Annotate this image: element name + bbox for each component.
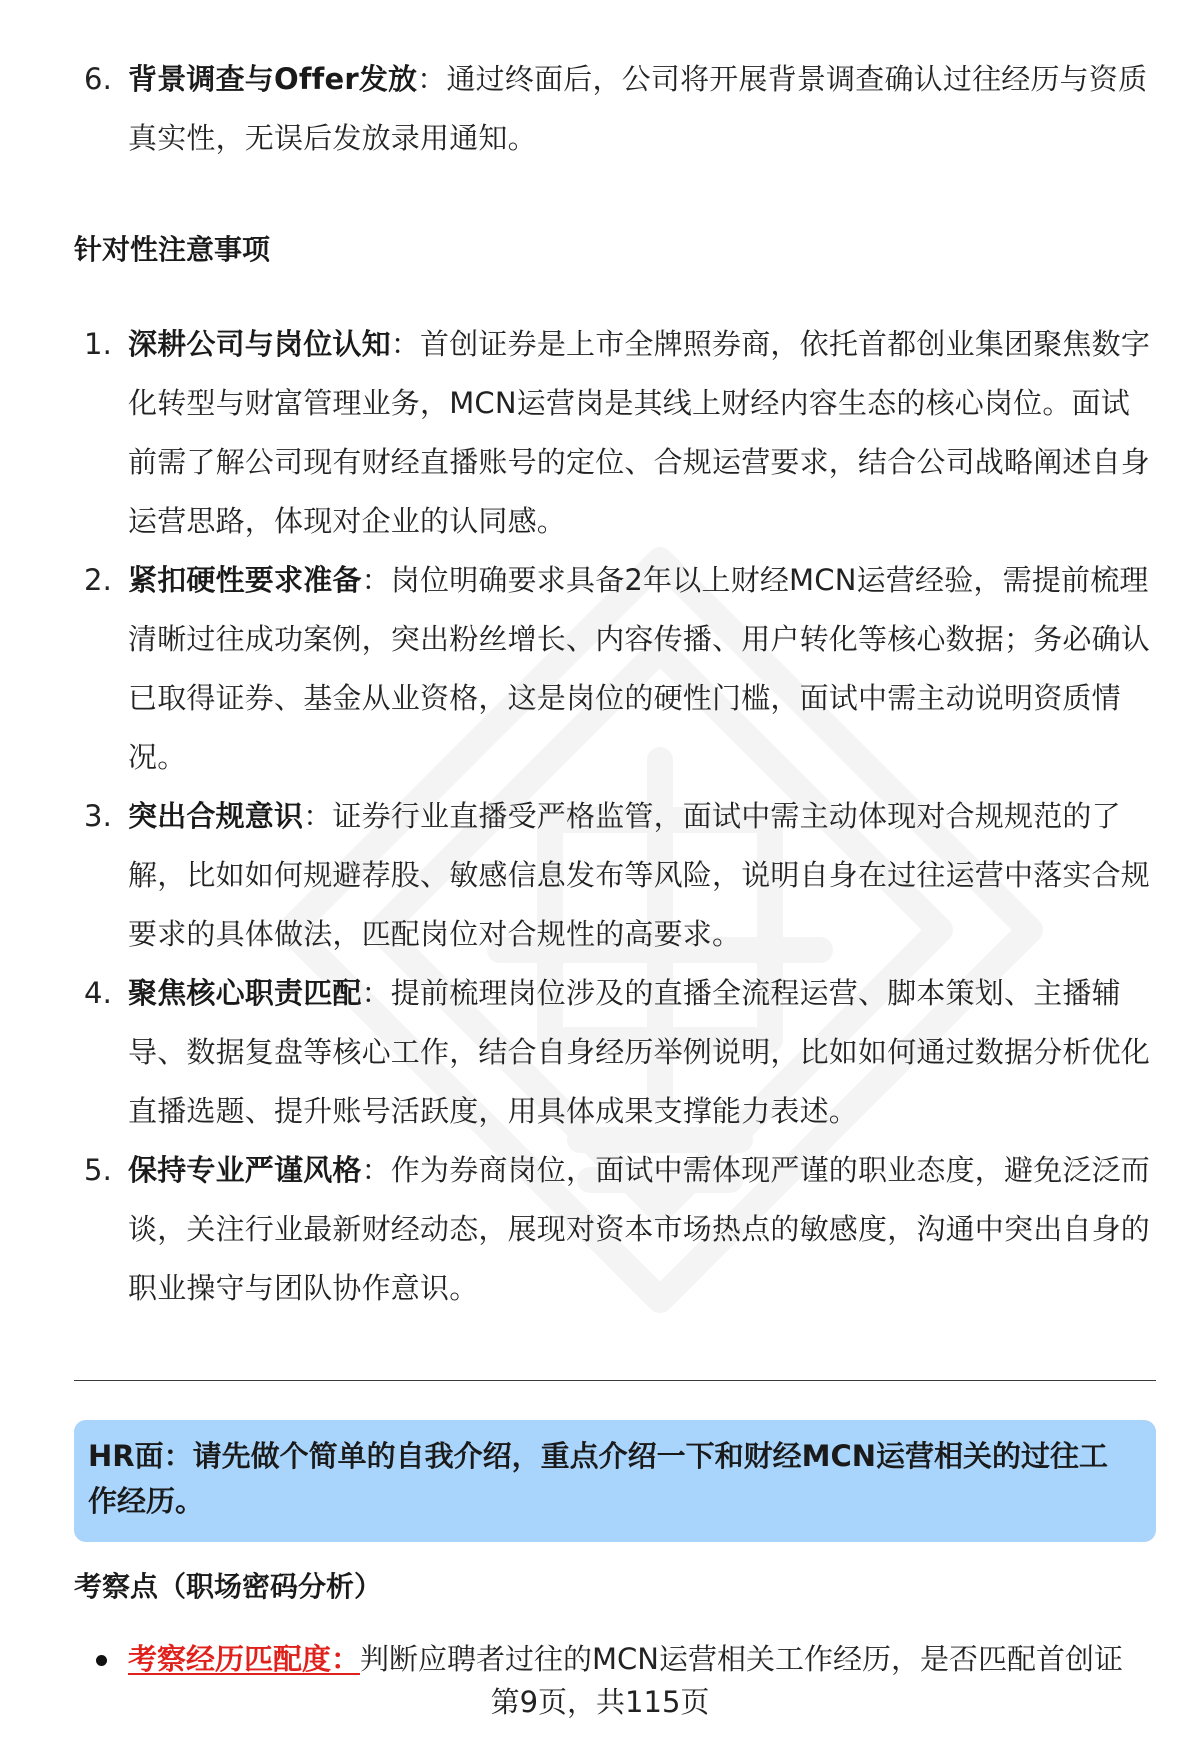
process-step-list xyxy=(0,50,1200,168)
interview-question-box xyxy=(74,1420,1156,1542)
list-text: ：证券行业直播受严格监管，面试中需主动体现对合规规范的了解，比如如何规避荐股、敏感信息发布等风险，说明自身在过往运营中落实合规要求的具体做法，匹配岗位对合规性的高要求。 xyxy=(128,799,1151,951)
list-item xyxy=(0,315,1200,551)
list-item xyxy=(0,787,1200,964)
notes-list xyxy=(0,315,1200,1318)
list-term: 聚焦核心职责匹配 xyxy=(128,976,362,1010)
list-item xyxy=(0,964,1200,1141)
list-number: 2. xyxy=(84,563,113,597)
list-item xyxy=(0,1141,1200,1318)
list-item xyxy=(0,551,1200,787)
list-text: 判断应聘者过往的MCN运营相关工作经历，是否匹配首创证 xyxy=(360,1642,1123,1676)
list-term: 深耕公司与岗位认知 xyxy=(128,327,391,361)
highlight-term: 考察经历匹配度： xyxy=(128,1642,361,1676)
list-number: 3. xyxy=(84,799,113,833)
list-item xyxy=(0,50,1200,168)
list-text: ：岗位明确要求具备2年以上财经MCN运营经验，需提前梳理清晰过往成功案例，突出粉丝增长、内容传播、用户转化等核心数据；务必确认已取得证券、基金从业资格，这是岗位的硬性门槛，面试中需主动说明资质情况。 xyxy=(128,563,1151,774)
list-number: 1. xyxy=(84,327,113,361)
section-divider xyxy=(74,1380,1156,1381)
list-term: 突出合规意识 xyxy=(128,799,304,833)
section-heading: 针对性注意事项 xyxy=(74,233,271,266)
list-text: ：通过终面后，公司将开展背景调查确认过往经历与资质真实性，无误后发放录用通知。 xyxy=(128,62,1148,155)
list-text: ：提前梳理岗位涉及的直播全流程运营、脚本策划、主播辅导、数据复盘等核心工作，结合自身经历举例说明，比如如何通过数据分析优化直播选题、提升账号活跃度，用具体成果支撑能力表述。 xyxy=(128,976,1151,1128)
list-number: 4. xyxy=(84,976,113,1010)
bullet-icon xyxy=(96,1655,107,1666)
question-text: HR面：请先做个简单的自我介绍，重点介绍一下和财经MCN运营相关的过往工作经历。 xyxy=(88,1439,1109,1518)
list-number: 5. xyxy=(84,1153,113,1187)
page-footer: 第9页，共115页 xyxy=(490,1685,710,1719)
list-text: ：首创证券是上市全牌照券商，依托首都创业集团聚焦数字化转型与财富管理业务，MCN运营岗是其线上财经内容生态的核心岗位。面试前需了解公司现有财经直播账号的定位、合规运营要求，结合公司战略阐述自身运营思路，体现对企业的认同感。 xyxy=(128,327,1151,538)
list-term: 背景调查与Offer发放 xyxy=(128,62,418,96)
analysis-heading: 考察点（职场密码分析） xyxy=(74,1570,383,1603)
list-term: 保持专业严谨风格 xyxy=(128,1153,362,1187)
list-text: ：作为券商岗位，面试中需体现严谨的职业态度，避免泛泛而谈，关注行业最新财经动态，展现对资本市场热点的敏感度，沟通中突出自身的职业操守与团队协作意识。 xyxy=(128,1153,1151,1305)
list-term: 紧扣硬性要求准备 xyxy=(128,563,362,597)
list-number: 6. xyxy=(84,62,113,96)
